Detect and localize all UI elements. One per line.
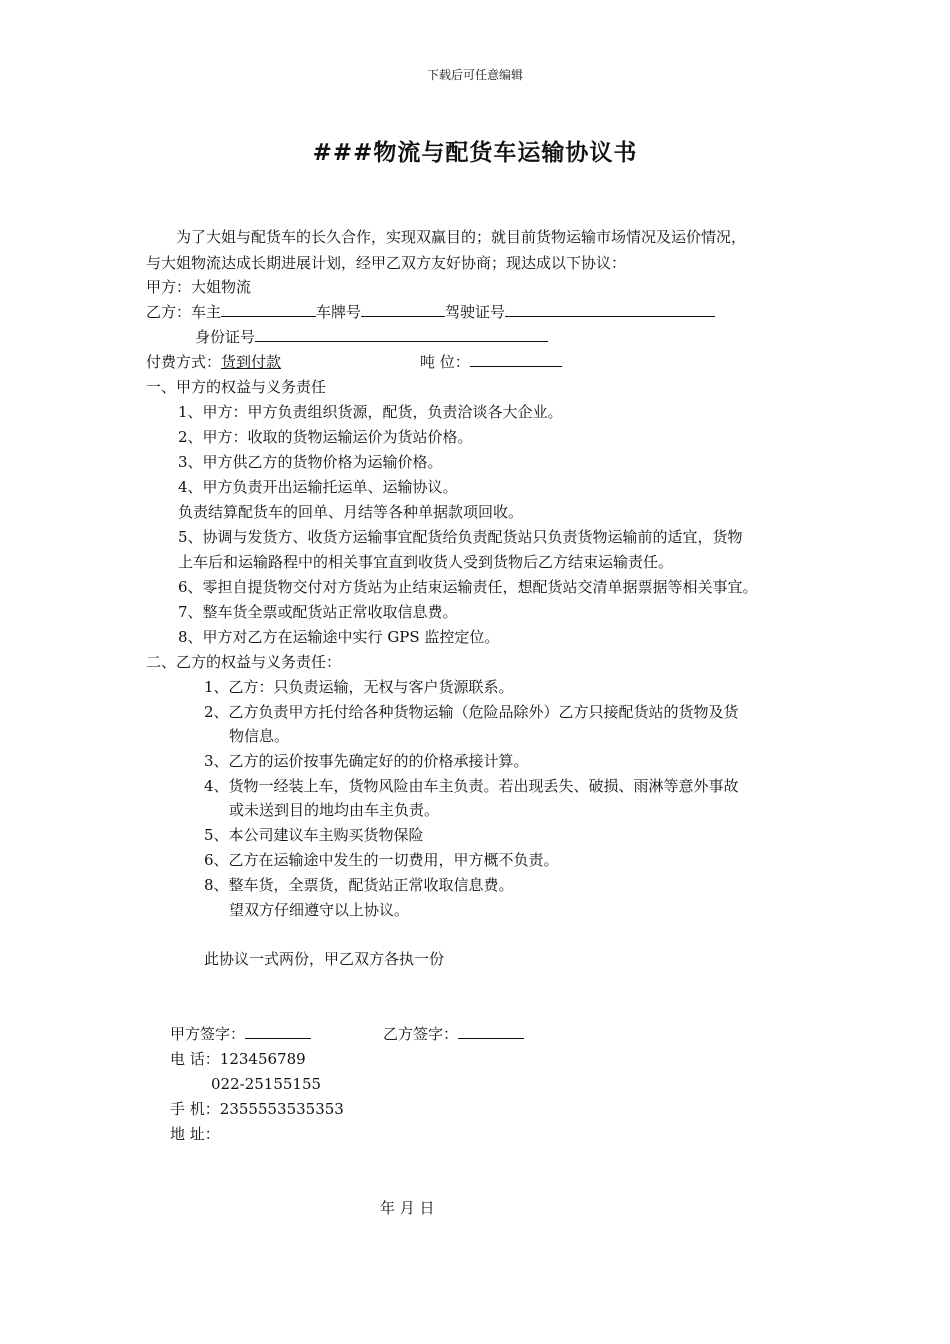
- tonnage-blank[interactable]: [470, 352, 562, 367]
- payment-value: 货到付款: [221, 353, 282, 371]
- section1-item-6: 6、零担自提货物交付对方货站为止结束运输责任，想配货站交清单据票据等相关事宜。: [178, 578, 758, 596]
- copies-note: 此协议一式两份，甲乙双方各执一份: [204, 950, 445, 968]
- intro-line-1: 为了大姐与配货车的长久合作，实现双赢目的；就目前货物运输市场情况及运价情况，: [176, 228, 747, 246]
- payment-row: [146, 352, 281, 372]
- section1-item-8: 8、甲方对乙方在运输途中实行 GPS 监控定位。: [178, 628, 500, 646]
- id-card-label: 身份证号: [195, 328, 256, 346]
- mobile-row: [170, 1099, 344, 1119]
- phone-2: 022-25155155: [211, 1075, 322, 1093]
- document-title: ###物流与配货车运输协议书: [312, 139, 638, 166]
- section2-item-4: 4、货物一经装上车，货物风险由车主负责。若出现丢失、破损、雨淋等意外事故: [204, 777, 739, 795]
- section2-heading: 二、乙方的权益与义务责任：: [146, 653, 342, 671]
- intro-line-2: 与大姐物流达成长期进展计划，经甲乙双方友好协商；现达成以下协议：: [146, 254, 627, 272]
- license-label: 驾驶证号: [445, 303, 506, 321]
- payment-label: 付费方式：: [146, 353, 222, 371]
- signature-b-blank[interactable]: [458, 1024, 524, 1039]
- section2-item-8: 8、整车货，全票货，配货站正常收取信息费。: [204, 876, 514, 894]
- party-b-row: [146, 302, 715, 322]
- signature-b: [383, 1024, 524, 1044]
- section2-item-4b: 或未送到目的地均由车主负责。: [229, 801, 440, 819]
- section1-item-4: 4、甲方负责开出运输托运单、运输协议。: [178, 478, 458, 496]
- phone-1: 123456789: [219, 1050, 306, 1068]
- signature-a-blank[interactable]: [245, 1024, 311, 1039]
- section1-item-5: 5、协调与发货方、收货方运输事宜配货给负责配货站只负责货物运输前的适宜，货物: [178, 528, 743, 546]
- license-blank[interactable]: [505, 302, 715, 317]
- section1-item-2: 2、甲方：收取的货物运输运价为货站价格。: [178, 428, 473, 446]
- section1-item-1: 1、甲方：甲方负责组织货源，配货，负责洽谈各大企业。: [178, 403, 563, 421]
- plate-label: 车牌号: [316, 303, 362, 321]
- section2-item-1: 1、乙方：只负责运输，无权与客户货源联系。: [204, 678, 514, 696]
- phone-row: [170, 1049, 306, 1069]
- section1-item-5b: 上车后和运输路程中的相关事宜直到收货人受到货物后乙方结束运输责任。: [178, 553, 674, 571]
- date-line: 年 月 日: [380, 1199, 435, 1217]
- address-row: [170, 1124, 220, 1144]
- signature-b-label: 乙方签字：: [383, 1025, 459, 1043]
- party-b-owner-label: 乙方：车主: [146, 303, 222, 321]
- id-card-row: [195, 327, 548, 347]
- owner-blank[interactable]: [221, 302, 316, 317]
- party-a: 甲方：大姐物流: [146, 278, 252, 296]
- closing-note: 望双方仔细遵守以上协议。: [229, 901, 410, 919]
- id-card-blank[interactable]: [255, 327, 548, 342]
- section2-item-5: 5、本公司建议车主购买货物保险: [204, 826, 424, 844]
- mobile-number: 2355553535353: [219, 1100, 344, 1118]
- section1-item-7: 7、整车货全票或配货站正常收取信息费。: [178, 603, 458, 621]
- signature-a-label: 甲方签字：: [170, 1025, 246, 1043]
- section2-item-2: 2、乙方负责甲方托付给各种货物运输（危险品除外）乙方只接配货站的货物及货: [204, 703, 739, 721]
- phone-label: 电 话：: [170, 1050, 220, 1068]
- signature-a: [170, 1024, 311, 1044]
- mobile-label: 手 机：: [170, 1100, 220, 1118]
- section2-item-3: 3、乙方的运价按事先确定好的的价格承接计算。: [204, 752, 529, 770]
- tonnage-label: 吨 位：: [420, 353, 470, 371]
- section1-item-3: 3、甲方供乙方的货物价格为运输价格。: [178, 453, 443, 471]
- address-label: 地 址：: [170, 1125, 220, 1143]
- section1-item-4b: 负责结算配货车的回单、月结等各种单据款项回收。: [178, 503, 524, 521]
- plate-blank[interactable]: [361, 302, 445, 317]
- header-note: 下载后可任意编辑: [426, 68, 523, 82]
- tonnage-row: [420, 352, 562, 372]
- section2-item-6: 6、乙方在运输途中发生的一切费用，甲方概不负责。: [204, 851, 559, 869]
- section1-heading: 一、甲方的权益与义务责任: [146, 378, 327, 396]
- section2-item-2b: 物信息。: [229, 727, 290, 745]
